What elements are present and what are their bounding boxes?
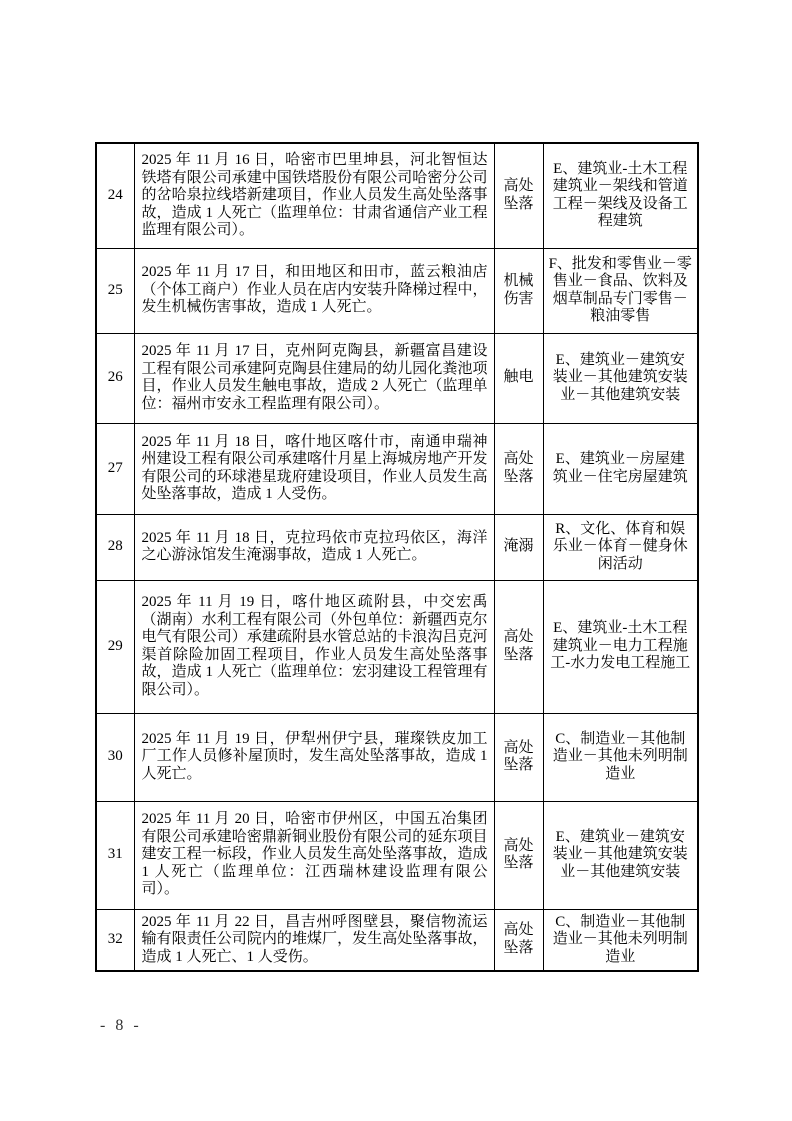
accident-description-cell: 2025 年 11 月 22 日，昌吉州呼图壁县，聚信物流运输有限责任公司院内的堆煤厂，发生高处坠落事故，造成 1 人死亡、1 人受伤。: [134, 909, 494, 971]
accident-type-cell: 淹溺: [494, 514, 543, 580]
row-number-cell: 28: [96, 514, 134, 580]
industry-category-cell: E、建筑业－房屋建筑业－住宅房屋建筑: [543, 423, 698, 514]
table-row: [96, 143, 698, 248]
row-number-cell: 26: [96, 333, 134, 423]
industry-category-cell: C、制造业－其他制造业－其他未列明制造业: [543, 713, 698, 801]
accident-type-cell: 高处坠落: [494, 713, 543, 801]
row-number-cell: 30: [96, 713, 134, 801]
accident-type-cell: 高处坠落: [494, 801, 543, 909]
accident-description-cell: 2025 年 11 月 19 日，伊犁州伊宁县，璀璨铁皮加工厂工作人员修补屋顶时，发生高处坠落事故，造成 1 人死亡。: [134, 713, 494, 801]
accident-type-cell: 高处坠落: [494, 580, 543, 713]
industry-category-cell: E、建筑业-土木工程建筑业－架线和管道工程－架线及设备工程建筑: [543, 143, 698, 248]
row-number-cell: 27: [96, 423, 134, 514]
accident-type-cell: 高处坠落: [494, 423, 543, 514]
table-row: [96, 580, 698, 713]
accident-type-cell: 高处坠落: [494, 143, 543, 248]
table-row: [96, 909, 698, 971]
row-number-cell: 32: [96, 909, 134, 971]
industry-category-cell: R、文化、体育和娱乐业－体育－健身休闲活动: [543, 514, 698, 580]
table-row: [96, 333, 698, 423]
accident-description-cell: 2025 年 11 月 19 日，喀什地区疏附县，中交宏禹（湖南）水利工程有限公司（外包单位：新疆西克尔电气有限公司）承建疏附县水管总站的卡浪沟吕克河渠首除险加固工程项目，作业人员发生高处坠落事故，造成 1 人死亡（监理单位：宏羽建设工程管理有限公司）。: [134, 580, 494, 713]
industry-category-cell: E、建筑业－建筑安装业－其他建筑安装业－其他建筑安装: [543, 801, 698, 909]
accident-description-cell: 2025 年 11 月 16 日，哈密市巴里坤县，河北智恒达铁塔有限公司承建中国铁塔股份有限公司哈密分公司的岔哈泉拉线塔新建项目，作业人员发生高处坠落事故，造成 1 人死亡（监理单位：甘肃省通信产业工程监理有限公司）。: [134, 143, 494, 248]
row-number-cell: 29: [96, 580, 134, 713]
page-number: - 8 -: [100, 1017, 142, 1034]
accident-description-cell: 2025 年 11 月 17 日，和田地区和田市，蓝云粮油店（个体工商户）作业人员在店内安装升降梯过程中，发生机械伤害事故，造成 1 人死亡。: [134, 248, 494, 333]
industry-category-cell: E、建筑业-土木工程建筑业－电力工程施工-水力发电工程施工: [543, 580, 698, 713]
accident-type-cell: 触电: [494, 333, 543, 423]
accident-description-cell: 2025 年 11 月 18 日，克拉玛依市克拉玛依区，海洋之心游泳馆发生淹溺事故，造成 1 人死亡。: [134, 514, 494, 580]
accident-table: [95, 142, 699, 972]
table-row: [96, 801, 698, 909]
industry-category-cell: E、建筑业－建筑安装业－其他建筑安装业－其他建筑安装: [543, 333, 698, 423]
accident-type-cell: 高处坠落: [494, 909, 543, 971]
row-number-cell: 25: [96, 248, 134, 333]
industry-category-cell: F、批发和零售业－零售业－食品、饮料及烟草制品专门零售－粮油零售: [543, 248, 698, 333]
accident-type-cell: 机械伤害: [494, 248, 543, 333]
row-number-cell: 24: [96, 143, 134, 248]
row-number-cell: 31: [96, 801, 134, 909]
accident-description-cell: 2025 年 11 月 17 日，克州阿克陶县，新疆富昌建设工程有限公司承建阿克陶县住建局的幼儿园化粪池项目，作业人员发生触电事故，造成 2 人死亡（监理单位：福州市安永工程监理有限公司）。: [134, 333, 494, 423]
table-row: [96, 423, 698, 514]
industry-category-cell: C、制造业－其他制造业－其他未列明制造业: [543, 909, 698, 971]
accident-description-cell: 2025 年 11 月 20 日，哈密市伊州区，中国五冶集团有限公司承建哈密鼎新铜业股份有限公司的延东项目建安工程一标段，作业人员发生高处坠落事故，造成 1 人死亡（监理单位：江西瑞林建设监理有限公司）。: [134, 801, 494, 909]
table-row: [96, 248, 698, 333]
table-row: [96, 514, 698, 580]
accident-table-body: [96, 143, 698, 971]
accident-description-cell: 2025 年 11 月 18 日，喀什地区喀什市，南通申瑞神州建设工程有限公司承建喀什月星上海城房地产开发有限公司的环球港星珑府建设项目，作业人员发生高处坠落事故，造成 1 人受伤。: [134, 423, 494, 514]
table-row: [96, 713, 698, 801]
